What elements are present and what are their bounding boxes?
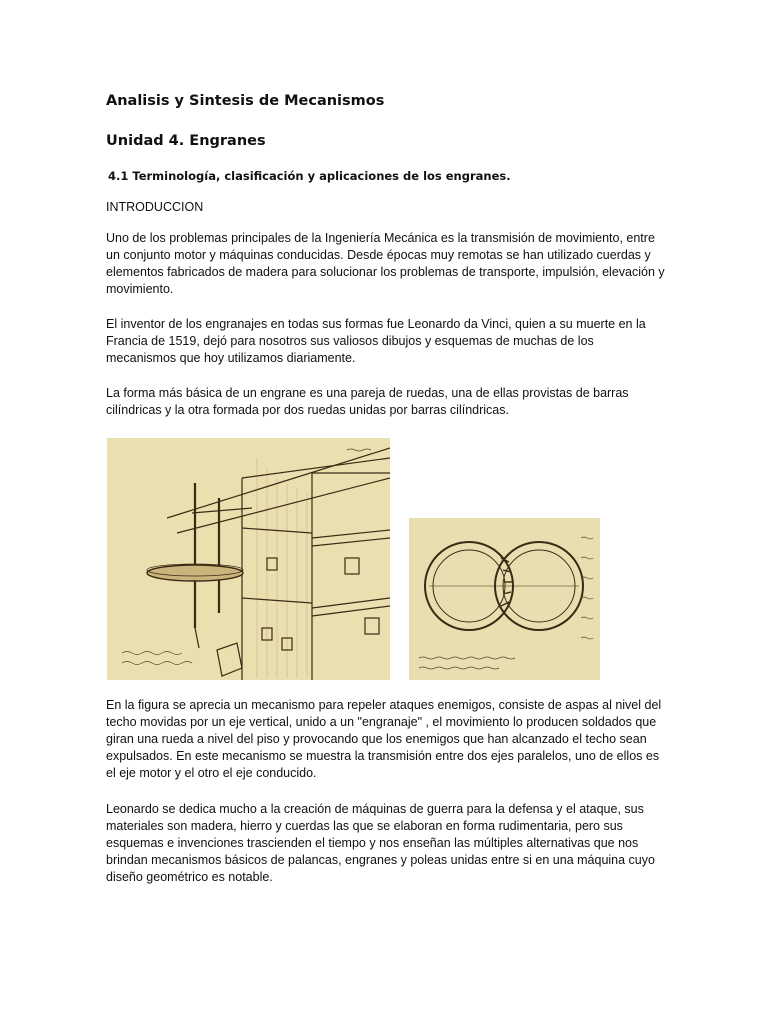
two-gears-drawing: [409, 518, 600, 680]
intro-heading: INTRODUCCION: [106, 200, 204, 214]
paragraph-3: La forma más básica de un engrane es una pareja de ruedas, una de ellas provistas de barras cilíndricas y la otra formada por dos ruedas unidas por barras cilíndricas.: [106, 386, 629, 417]
two-gears-sketch: [409, 518, 600, 680]
mechanism-sketch-drawing: [107, 438, 390, 680]
document-title: Analisis y Sintesis de Mecanismos: [106, 93, 385, 109]
paragraph-4: En la figura se aprecia un mecanismo para repeler ataques enemigos, consiste de aspas al nivel del techo movidas por un eje vertical, unido a un "engranaje" , el movimiento lo producen soldados que giran una rueda a nivel del piso y provocando que los enemigos que han alcanzado el techo sean expulsados. En este mecanismo se muestra la transmisión entre dos ejes paralelos, uno de ellos es el eje motor y el otro el eje conducido.: [106, 698, 662, 780]
paragraph-2: El inventor de los engranajes en todas sus formas fue Leonardo da Vinci, quien a su muerte en la Francia de 1519, dejó para nosotros sus valiosos dibujos y esquemas de muchas de los mecanismos que hoy utilizamos diariamente.: [106, 317, 646, 365]
unit-heading: Unidad 4. Engranes: [106, 133, 266, 149]
section-heading: 4.1 Terminología, clasificación y aplicaciones de los engranes.: [108, 169, 511, 183]
paragraph-5: Leonardo se dedica mucho a la creación de máquinas de guerra para la defensa y el ataque, sus materiales son madera, hierro y cuerdas las que se elaboran en forma rudimentaria, pero sus esquemas e invenciones trascienden el tiempo y nos enseñan las múltiples alternativas que nos brindan mecanismos básicos de palancas, engranes y poleas unidas entre si en una máquina cuyo diseño geométrico es notable.: [106, 802, 655, 884]
paragraph-1: Uno de los problemas principales de la Ingeniería Mecánica es la transmisión de movimiento, entre un conjunto motor y máquinas conducidas. Desde épocas muy remotas se han utilizado cuerdas y elementos fabricados de madera para solucionar los problemas de transporte, impulsión, elevación y movimiento.: [106, 231, 665, 296]
leonardo-mechanism-sketch: [107, 438, 390, 680]
